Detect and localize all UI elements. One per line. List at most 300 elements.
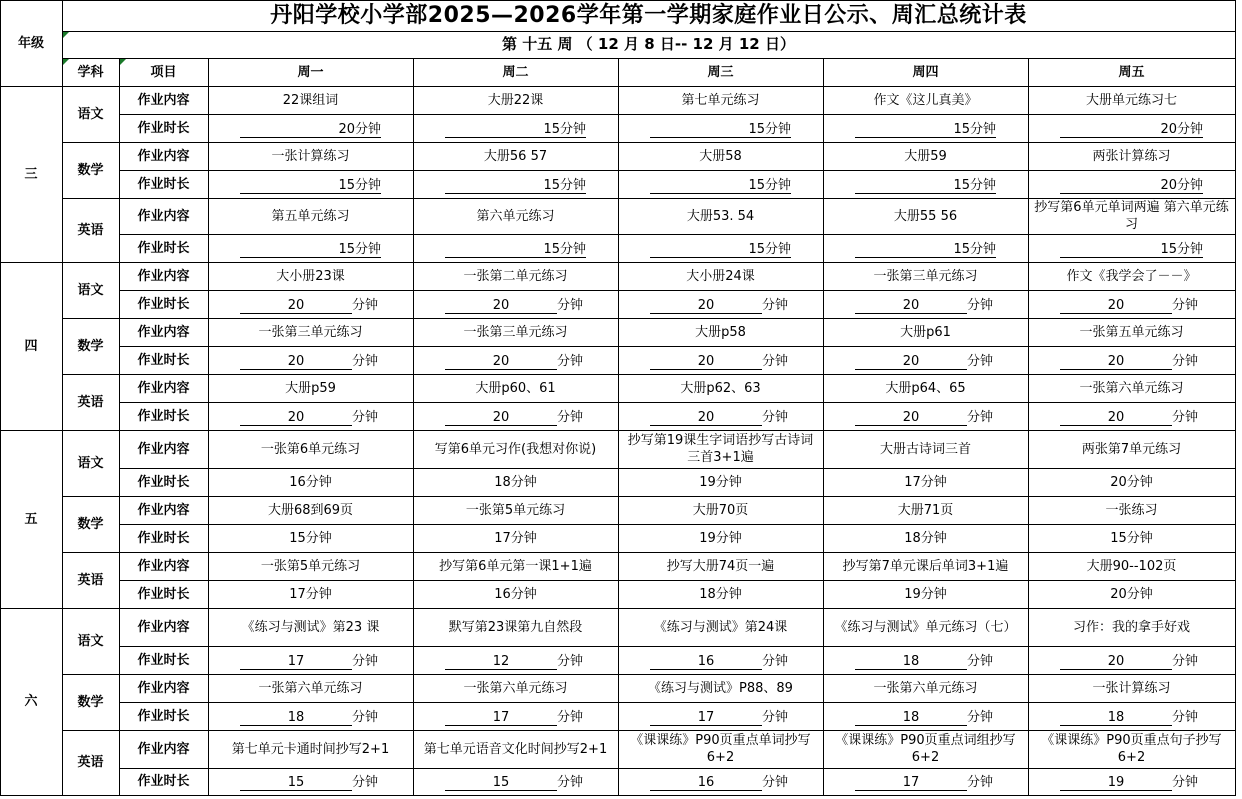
item-label-duration: 作业时长 — [137, 120, 190, 136]
duration-value: 20 — [445, 409, 557, 426]
grade-label: 三 — [24, 166, 38, 182]
duration-field — [855, 241, 996, 258]
duration-value: 19分钟 — [699, 474, 742, 490]
homework-duration — [1028, 402, 1235, 430]
duration-unit: 分钟 — [967, 298, 994, 313]
duration-field — [650, 121, 791, 138]
duration-unit: 分钟 — [557, 410, 584, 425]
duration-value: 20 — [855, 353, 967, 370]
homework-content: 写第6单元习作(我想对你说) — [434, 441, 597, 457]
duration-field — [1060, 409, 1203, 426]
homework-content: 一张第五单元练习 — [1079, 324, 1184, 340]
duration-field — [445, 177, 586, 194]
homework-duration — [618, 768, 823, 795]
grid-line — [119, 768, 1235, 769]
homework-content: 一张第六单元练习 — [873, 680, 978, 696]
homework-content: 一张计算练习 — [1092, 680, 1171, 696]
homework-content: 大册68到69页 — [267, 502, 354, 518]
item-header: 项目 — [150, 64, 177, 80]
homework-duration — [208, 580, 413, 608]
subject-label: 语文 — [77, 106, 104, 122]
item-label-content: 作业内容 — [137, 380, 190, 396]
subject-label: 数学 — [77, 338, 104, 354]
grid-line — [0, 0, 1, 795]
duration-value: 20 — [650, 297, 762, 314]
duration-unit: 分钟 — [557, 354, 584, 369]
homework-content: 抄写第19课生字词语抄写古诗词三首3+1遍 — [627, 433, 814, 465]
cell-marker — [63, 59, 69, 65]
item-label-duration: 作业时长 — [137, 652, 190, 668]
duration-field — [650, 297, 791, 314]
item-label-content: 作业内容 — [137, 619, 190, 635]
duration-field — [445, 297, 586, 314]
duration-value: 20分钟 — [1060, 177, 1203, 194]
duration-unit: 分钟 — [557, 654, 584, 669]
grid-line — [62, 58, 1235, 59]
homework-duration — [1028, 468, 1235, 496]
duration-field — [855, 297, 996, 314]
duration-value: 20 — [1060, 653, 1172, 670]
grid-line — [0, 795, 1235, 796]
item-label-content: 作业内容 — [137, 441, 190, 457]
duration-field — [445, 353, 586, 370]
homework-content: 一张第5单元练习 — [260, 558, 361, 574]
duration-value: 15分钟 — [855, 177, 996, 194]
homework-duration — [1028, 524, 1235, 552]
homework-duration — [1028, 234, 1235, 262]
subject-label: 英语 — [77, 222, 104, 238]
homework-content: 抄写第6单元单词两遍 第六单元练习 — [1034, 200, 1229, 232]
subject-label: 数学 — [77, 516, 104, 532]
duration-value: 15 — [445, 774, 557, 791]
homework-duration — [823, 702, 1028, 730]
homework-duration — [1028, 702, 1235, 730]
duration-unit: 分钟 — [1172, 410, 1199, 425]
grid-line — [62, 198, 1235, 199]
homework-duration — [618, 346, 823, 374]
duration-field — [445, 774, 586, 791]
homework-content: 默写第23课第九自然段 — [448, 619, 583, 635]
homework-content: 一张第六单元练习 — [1079, 380, 1184, 396]
duration-value: 20 — [1060, 297, 1172, 314]
homework-duration — [208, 402, 413, 430]
homework-content: 《课课练》P90页重点单词抄写6+2 — [630, 733, 811, 765]
grid-line — [119, 702, 1235, 703]
duration-field — [1060, 774, 1203, 791]
week-label: 第 十五 周 （ 12 月 8 日-- 12 月 12 日） — [502, 35, 795, 53]
homework-content: 两张计算练习 — [1092, 148, 1171, 164]
grid-line — [119, 468, 1235, 469]
homework-duration — [823, 580, 1028, 608]
homework-content: 大册p60、61 — [475, 380, 556, 396]
duration-field — [445, 121, 586, 138]
grid-line — [119, 646, 1235, 647]
grade-label: 五 — [24, 511, 38, 527]
duration-field — [650, 177, 791, 194]
duration-value: 15分钟 — [240, 241, 381, 258]
grid-line — [119, 58, 120, 795]
duration-unit: 分钟 — [967, 410, 994, 425]
grid-line — [0, 262, 1235, 263]
duration-value: 19分钟 — [699, 530, 742, 546]
duration-field — [1060, 177, 1203, 194]
duration-value: 20 — [855, 297, 967, 314]
duration-field — [1060, 653, 1203, 670]
day-header-5: 周五 — [1118, 64, 1145, 80]
duration-field — [1060, 709, 1203, 726]
duration-value: 15分钟 — [855, 121, 996, 138]
day-header-1: 周一 — [297, 64, 324, 80]
duration-value: 15分钟 — [855, 241, 996, 258]
homework-content: 两张第7单元练习 — [1081, 441, 1182, 457]
duration-unit: 分钟 — [967, 710, 994, 725]
homework-duration — [413, 702, 618, 730]
homework-duration — [823, 234, 1028, 262]
duration-field — [240, 241, 381, 258]
homework-content: 《练习与测试》P88、89 — [648, 680, 793, 696]
duration-value: 20分钟 — [1110, 474, 1153, 490]
item-label-content: 作业内容 — [137, 680, 190, 696]
duration-field — [1060, 297, 1203, 314]
duration-value: 20分钟 — [1060, 121, 1203, 138]
duration-value: 15分钟 — [445, 241, 586, 258]
homework-duration — [823, 524, 1028, 552]
homework-content: 一张第三单元练习 — [873, 268, 978, 284]
duration-value: 20 — [445, 297, 557, 314]
duration-field — [1060, 241, 1203, 258]
duration-field — [855, 121, 996, 138]
duration-field — [445, 653, 586, 670]
duration-unit: 分钟 — [352, 410, 379, 425]
duration-field — [855, 709, 996, 726]
grid-line — [0, 0, 1236, 1]
homework-content: 一张第三单元练习 — [463, 324, 568, 340]
grid-line — [119, 524, 1235, 525]
homework-content: 一张第二单元练习 — [463, 268, 568, 284]
subject-label: 数学 — [77, 694, 104, 710]
homework-content: 《练习与测试》第24课 — [653, 619, 788, 635]
duration-unit: 分钟 — [1172, 775, 1199, 790]
duration-value: 20分钟 — [240, 121, 381, 138]
grid-line — [119, 346, 1235, 347]
homework-duration — [823, 468, 1028, 496]
homework-content: 大册56 57 — [483, 148, 548, 164]
duration-field — [650, 653, 791, 670]
item-label-duration: 作业时长 — [137, 474, 190, 490]
homework-content: 大册90--102页 — [1086, 558, 1177, 574]
grid-line — [119, 234, 1235, 235]
grade-label: 四 — [24, 338, 38, 354]
grid-line — [62, 318, 1235, 319]
homework-duration — [618, 402, 823, 430]
duration-value: 15分钟 — [289, 530, 332, 546]
cell-marker — [63, 32, 69, 38]
subject-label: 英语 — [77, 394, 104, 410]
homework-content: 《课课练》P90页重点词组抄写6+2 — [835, 733, 1016, 765]
duration-field — [1060, 121, 1203, 138]
grid-line — [62, 496, 1235, 497]
item-label-content: 作业内容 — [137, 558, 190, 574]
duration-unit: 分钟 — [1172, 298, 1199, 313]
homework-duration — [1028, 580, 1235, 608]
grid-line — [1028, 58, 1029, 795]
homework-duration — [618, 702, 823, 730]
grid-line — [618, 58, 619, 795]
duration-unit: 分钟 — [352, 775, 379, 790]
duration-value: 20 — [1060, 353, 1172, 370]
subject-label: 数学 — [77, 162, 104, 178]
homework-content: 第六单元练习 — [476, 208, 555, 224]
duration-field — [855, 653, 996, 670]
homework-content: 大小册23课 — [276, 268, 345, 284]
homework-duration — [1028, 170, 1235, 198]
item-label-duration: 作业时长 — [137, 240, 190, 256]
duration-unit: 分钟 — [557, 710, 584, 725]
duration-field — [855, 177, 996, 194]
homework-content: 大册p62、63 — [680, 380, 761, 396]
homework-duration — [618, 468, 823, 496]
homework-content: 第五单元练习 — [271, 208, 350, 224]
subject-label: 语文 — [77, 282, 104, 298]
homework-duration — [1028, 290, 1235, 318]
homework-content: 第七单元语音文化时间抄写2+1 — [423, 741, 608, 757]
homework-content: 大册单元练习七 — [1085, 92, 1177, 108]
grid-line — [0, 608, 1235, 609]
homework-duration — [208, 170, 413, 198]
duration-unit: 分钟 — [762, 298, 789, 313]
homework-content: 大小册24课 — [686, 268, 755, 284]
homework-content: 第七单元卡通时间抄写2+1 — [231, 741, 390, 757]
duration-unit: 分钟 — [1172, 354, 1199, 369]
grid-line — [62, 674, 1235, 675]
item-label-content: 作业内容 — [137, 268, 190, 284]
homework-content: 抄写第7单元课后单词3+1遍 — [842, 558, 1009, 574]
homework-content: 抄写第6单元第一课1+1遍 — [439, 558, 592, 574]
day-header-3: 周三 — [707, 64, 734, 80]
homework-duration — [208, 768, 413, 795]
subject-label: 语文 — [77, 633, 104, 649]
duration-field — [855, 409, 996, 426]
grid-line — [62, 31, 1235, 32]
homework-content: 大册59 — [904, 148, 947, 164]
duration-value: 15分钟 — [650, 177, 791, 194]
duration-value: 20 — [1060, 409, 1172, 426]
duration-value: 18分钟 — [904, 530, 947, 546]
homework-duration — [413, 290, 618, 318]
subject-label: 英语 — [77, 755, 104, 770]
homework-content: 大册55 56 — [893, 208, 958, 224]
homework-duration — [1028, 768, 1235, 795]
homework-duration — [823, 290, 1028, 318]
homework-content: 一张第5单元练习 — [465, 502, 566, 518]
duration-field — [650, 409, 791, 426]
homework-duration — [413, 346, 618, 374]
homework-duration — [208, 234, 413, 262]
grid-line — [62, 730, 1235, 731]
duration-unit: 分钟 — [352, 298, 379, 313]
duration-unit: 分钟 — [762, 410, 789, 425]
item-label-duration: 作业时长 — [137, 408, 190, 424]
homework-content: 《课课练》P90页重点句子抄写6+2 — [1041, 733, 1222, 765]
homework-duration — [1028, 646, 1235, 674]
homework-content: 《练习与测试》第23 课 — [241, 619, 380, 635]
grid-line — [119, 580, 1235, 581]
subject-header: 学科 — [77, 64, 104, 80]
duration-unit: 分钟 — [352, 354, 379, 369]
homework-duration — [413, 646, 618, 674]
duration-value: 20 — [650, 353, 762, 370]
duration-value: 12 — [445, 653, 557, 670]
duration-unit: 分钟 — [557, 298, 584, 313]
duration-value: 17 — [445, 709, 557, 726]
homework-content: 22课组词 — [282, 92, 339, 108]
duration-value: 15分钟 — [650, 241, 791, 258]
item-label-duration: 作业时长 — [137, 586, 190, 602]
homework-duration — [208, 702, 413, 730]
duration-value: 17分钟 — [494, 530, 537, 546]
item-label-duration: 作业时长 — [137, 352, 190, 368]
item-label-duration: 作业时长 — [137, 708, 190, 724]
homework-content: 大册22课 — [487, 92, 544, 108]
homework-duration — [413, 234, 618, 262]
homework-duration — [413, 402, 618, 430]
duration-field — [240, 121, 381, 138]
homework-duration — [413, 524, 618, 552]
duration-unit: 分钟 — [967, 354, 994, 369]
homework-duration — [823, 346, 1028, 374]
duration-value: 18 — [855, 653, 967, 670]
duration-value: 18 — [240, 709, 352, 726]
duration-value: 17分钟 — [904, 474, 947, 490]
duration-value: 18分钟 — [699, 586, 742, 602]
homework-duration — [823, 402, 1028, 430]
grid-line — [119, 290, 1235, 291]
duration-field — [240, 653, 381, 670]
duration-value: 16分钟 — [289, 474, 332, 490]
duration-field — [445, 709, 586, 726]
item-label-content: 作业内容 — [137, 502, 190, 518]
homework-content: 大册p59 — [285, 380, 336, 396]
duration-value: 15分钟 — [445, 177, 586, 194]
duration-value: 17 — [650, 709, 762, 726]
duration-value: 18 — [855, 709, 967, 726]
homework-content: 习作：我的拿手好戏 — [1072, 619, 1190, 635]
duration-value: 15分钟 — [445, 121, 586, 138]
duration-value: 16 — [650, 653, 762, 670]
homework-duration — [208, 346, 413, 374]
duration-field — [240, 177, 381, 194]
duration-field — [445, 409, 586, 426]
homework-duration — [208, 468, 413, 496]
duration-value: 15分钟 — [240, 177, 381, 194]
homework-duration — [823, 170, 1028, 198]
duration-value: 15分钟 — [650, 121, 791, 138]
homework-content: 一张第三单元练习 — [258, 324, 363, 340]
homework-duration — [413, 768, 618, 795]
homework-content: 大册70页 — [692, 502, 749, 518]
homework-duration — [618, 290, 823, 318]
duration-value: 18分钟 — [494, 474, 537, 490]
duration-value: 20 — [650, 409, 762, 426]
homework-duration — [618, 580, 823, 608]
duration-field — [445, 241, 586, 258]
homework-content: 一张第6单元练习 — [260, 441, 361, 457]
homework-content: 大册71页 — [897, 502, 954, 518]
grid-line — [62, 142, 1235, 143]
homework-content: 大册p64、65 — [885, 380, 966, 396]
grid-line — [119, 170, 1235, 171]
duration-field — [855, 774, 996, 791]
duration-field — [650, 241, 791, 258]
cell-marker — [120, 59, 126, 65]
homework-duration — [1028, 114, 1235, 142]
duration-unit: 分钟 — [762, 354, 789, 369]
homework-content: 大册53. 54 — [686, 208, 755, 224]
day-header-2: 周二 — [502, 64, 529, 80]
item-label-duration: 作业时长 — [137, 296, 190, 312]
homework-content: 大册p61 — [900, 324, 951, 340]
grid-line — [62, 374, 1235, 375]
duration-field — [650, 774, 791, 791]
day-header-4: 周四 — [912, 64, 939, 80]
homework-content: 作文《我学会了－－》 — [1066, 268, 1197, 284]
homework-duration — [208, 114, 413, 142]
item-label-duration: 作业时长 — [137, 176, 190, 192]
duration-value: 19分钟 — [904, 586, 947, 602]
duration-value: 15 — [240, 774, 352, 791]
duration-value: 20 — [240, 353, 352, 370]
grade-label: 六 — [24, 694, 38, 709]
homework-content: 大册p58 — [695, 324, 746, 340]
homework-content: 一张计算练习 — [271, 148, 350, 164]
duration-field — [650, 709, 791, 726]
homework-content: 大册古诗词三首 — [879, 441, 971, 457]
item-label-duration: 作业时长 — [137, 530, 190, 546]
homework-duration — [208, 290, 413, 318]
duration-unit: 分钟 — [967, 775, 994, 790]
grid-line — [62, 0, 63, 795]
item-label-duration: 作业时长 — [137, 774, 190, 789]
homework-duration — [208, 646, 413, 674]
duration-unit: 分钟 — [557, 775, 584, 790]
subject-label: 英语 — [77, 572, 104, 588]
duration-value: 19 — [1060, 774, 1172, 791]
homework-content: 一张第六单元练习 — [258, 680, 363, 696]
duration-field — [240, 774, 381, 791]
homework-duration — [618, 170, 823, 198]
duration-value: 20 — [240, 297, 352, 314]
homework-duration — [618, 524, 823, 552]
item-label-content: 作业内容 — [137, 92, 190, 108]
duration-value: 20 — [240, 409, 352, 426]
duration-value: 18 — [1060, 709, 1172, 726]
homework-duration — [413, 114, 618, 142]
grid-line — [62, 552, 1235, 553]
homework-duration — [823, 114, 1028, 142]
duration-unit: 分钟 — [762, 775, 789, 790]
grid-line — [208, 58, 209, 795]
duration-unit: 分钟 — [967, 654, 994, 669]
duration-value: 20分钟 — [1110, 586, 1153, 602]
duration-field — [240, 353, 381, 370]
duration-unit: 分钟 — [762, 654, 789, 669]
subject-label: 语文 — [77, 455, 104, 471]
duration-field — [240, 709, 381, 726]
grid-line — [0, 430, 1235, 431]
duration-value: 15分钟 — [1110, 530, 1153, 546]
item-label-content: 作业内容 — [137, 741, 190, 757]
duration-unit: 分钟 — [1172, 710, 1199, 725]
